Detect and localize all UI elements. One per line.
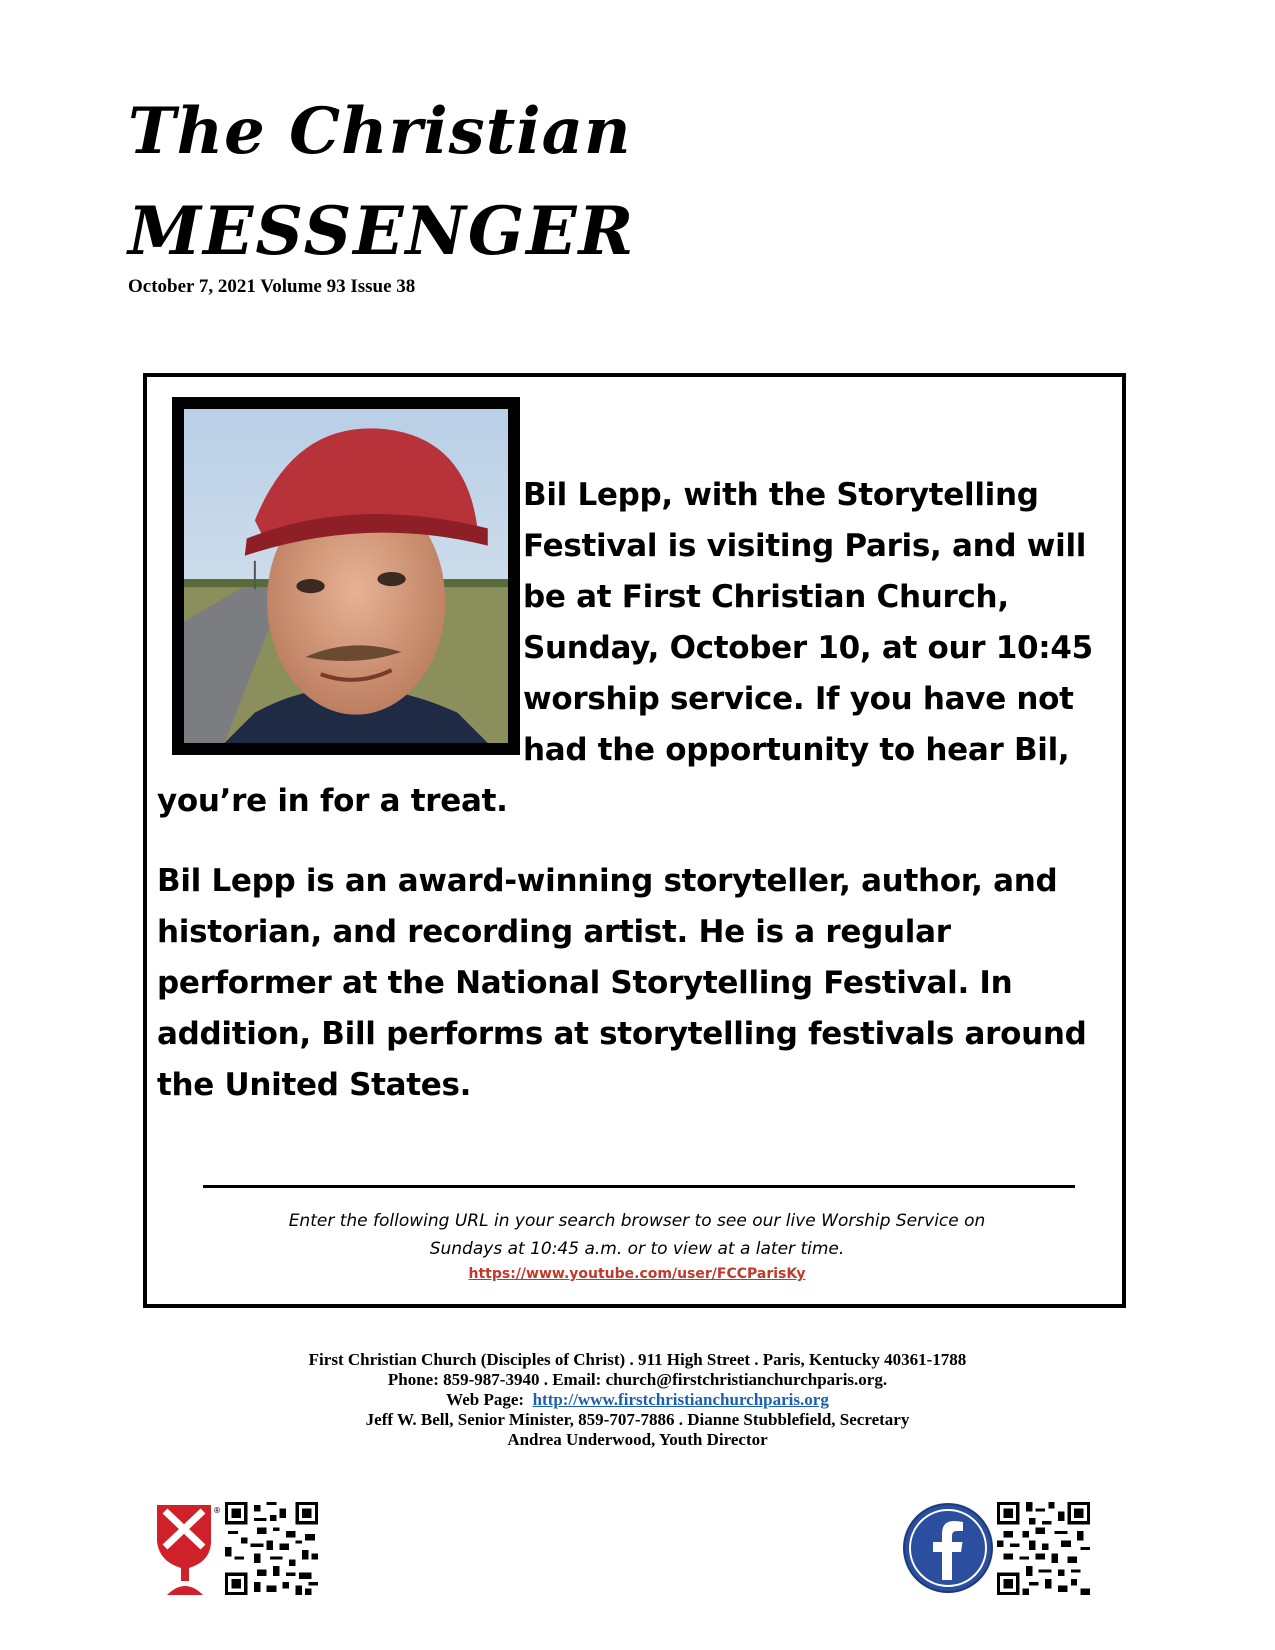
church-web-line: [0, 1390, 1275, 1410]
newsletter-title-line1: The Christian: [128, 94, 632, 169]
disciples-chalice-icon: [155, 1503, 225, 1599]
story-text: [157, 470, 1112, 1111]
livestream-notice: [187, 1207, 1087, 1285]
church-staff-1: Jeff W. Bell, Senior Minister, 859-707-7886 . Dianne Stubblefield, Secretary: [365, 1410, 910, 1429]
church-website-link[interactable]: http://www.firstchristianchurchparis.org: [532, 1390, 829, 1409]
newsletter-title-line2: MESSENGER: [128, 192, 636, 270]
church-contact: Phone: 859-987-3940 . Email: church@firstchristianchurchparis.org.: [387, 1370, 888, 1389]
qr-code-left-icon[interactable]: [225, 1502, 318, 1595]
feature-box: [143, 373, 1126, 1308]
story-paragraph-1: Bil Lepp, with the Storytelling Festival is visiting Paris, and will be at First Christian Church, Sunday, October 10, at our 10:45 worship service. If you have not had the opportunity to hear Bil, you’re in for a treat.: [157, 477, 1093, 819]
church-address: First Christian Church (Disciples of Christ) . 911 High Street . Paris, Kentucky 40361-1788: [308, 1350, 967, 1369]
photo-text-wrap-spacer: [157, 470, 523, 770]
qr-code-right-icon[interactable]: [997, 1502, 1090, 1595]
youtube-link[interactable]: https://www.youtube.com/user/FCCParisKy: [468, 1266, 806, 1282]
issue-info: October 7, 2021 Volume 93 Issue 38: [128, 276, 416, 297]
livestream-line-2: Sundays at 10:45 a.m. or to view at a later time.: [429, 1239, 845, 1259]
divider-rule: [203, 1185, 1075, 1188]
story-paragraph-2: Bil Lepp is an award-winning storyteller, author, and historian, and recording artist. He is a regular performer at the National Storytelling Festival. In addition, Bill performs at storytelling festivals around the United States.: [157, 863, 1087, 1103]
livestream-line-1: Enter the following URL in your search browser to see our live Worship Service on: [288, 1211, 986, 1231]
church-footer: [0, 1350, 1275, 1450]
svg-text:®: ®: [213, 1506, 221, 1515]
church-staff-2: Andrea Underwood, Youth Director: [507, 1430, 768, 1449]
facebook-icon[interactable]: [902, 1502, 994, 1594]
web-label: Web Page:: [446, 1390, 525, 1409]
